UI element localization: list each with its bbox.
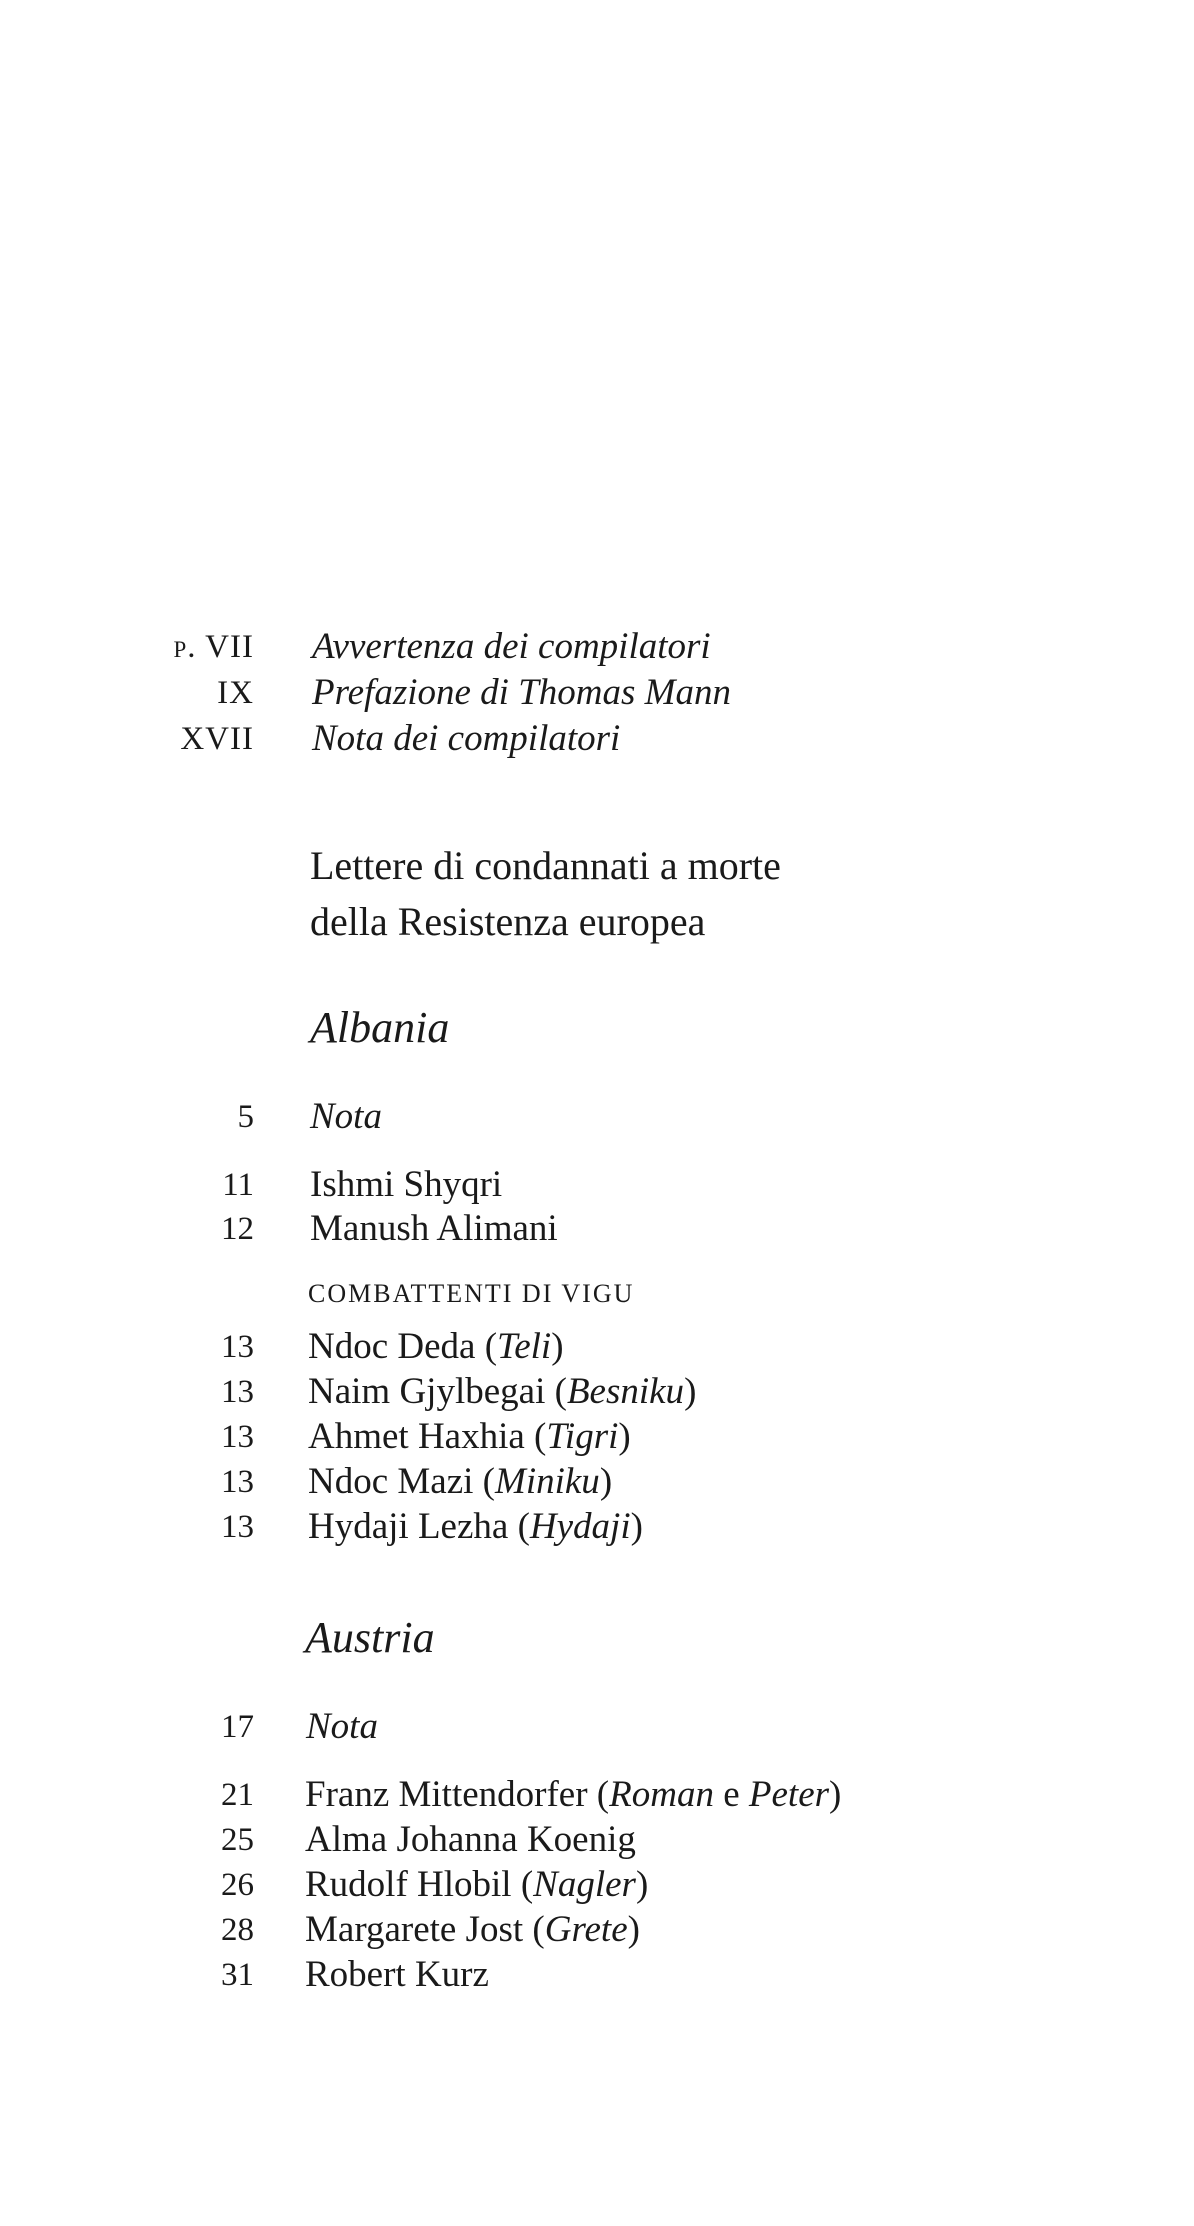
book-title-line2: della Resistenza europea xyxy=(310,899,706,944)
entry-text: Margarete Jost (Grete) xyxy=(305,1909,640,1950)
entry-alias: Nagler xyxy=(533,1864,636,1905)
entry-title: Avvertenza dei compilatori xyxy=(312,626,711,667)
entry-title: Prefazione di Thomas Mann xyxy=(312,672,731,713)
entry-alias: Roman xyxy=(609,1774,714,1815)
toc-entry[interactable] xyxy=(0,1860,1194,1910)
entry-alias: Teli xyxy=(497,1326,552,1367)
page-number: IX xyxy=(217,675,254,711)
section-heading-austria: Austria xyxy=(305,1613,435,1662)
entry-text: Ndoc Mazi (Miniku) xyxy=(308,1461,613,1502)
entry-alias-2: Peter xyxy=(748,1774,830,1815)
toc-entry[interactable] xyxy=(0,1950,1194,2000)
page-number: 13 xyxy=(221,1509,254,1545)
page-number: 13 xyxy=(221,1464,254,1500)
entry-name: Ndoc Mazi xyxy=(308,1461,474,1502)
toc-entry-prefazione[interactable] xyxy=(0,668,1194,718)
book-title-line1: Lettere di condannati a morte xyxy=(310,843,781,888)
toc-entry[interactable] xyxy=(0,1457,1194,1507)
toc-entry[interactable] xyxy=(0,1367,1194,1417)
page-number: 5 xyxy=(237,1099,254,1135)
entry-title: Nota xyxy=(310,1096,382,1137)
page-number: 26 xyxy=(221,1867,254,1903)
entry-name: Hydaji Lezha xyxy=(308,1506,509,1547)
entry-alias: Miniku xyxy=(495,1461,600,1502)
page-number: 12 xyxy=(221,1211,254,1247)
entry-name: Margarete Jost xyxy=(305,1909,524,1950)
toc-entry[interactable] xyxy=(0,1815,1194,1865)
section-heading-albania: Albania xyxy=(310,1003,450,1052)
entry-name: Ishmi Shyqri xyxy=(310,1164,503,1205)
page-number: 31 xyxy=(221,1957,254,1993)
entry-text: Ndoc Deda (Teli) xyxy=(308,1326,564,1367)
group-heading-combattenti: COMBATTENTI DI VIGU xyxy=(308,1279,635,1308)
entry-text: Ahmet Haxhia (Tigri) xyxy=(308,1416,631,1457)
entry-name: Ahmet Haxhia xyxy=(308,1416,525,1457)
entry-alias: Besniku xyxy=(566,1371,685,1412)
toc-entry[interactable] xyxy=(0,1160,1194,1210)
entry-conjunction: e xyxy=(723,1774,740,1815)
page-number: XVII xyxy=(180,721,254,757)
entry-alias: Grete xyxy=(544,1909,628,1950)
entry-name: Franz Mittendorfer xyxy=(305,1774,588,1815)
entry-name: Alma Johanna Koenig xyxy=(305,1819,636,1860)
page-number: 28 xyxy=(221,1912,254,1948)
entry-text: Hydaji Lezha (Hydaji) xyxy=(308,1506,643,1547)
page-number: p. VII xyxy=(173,629,254,665)
toc-entry-nota-compilatori[interactable] xyxy=(0,714,1194,764)
toc-entry[interactable] xyxy=(0,1204,1194,1254)
entry-title: Nota xyxy=(306,1706,378,1747)
entry-text: Franz Mittendorfer (Roman e Peter) xyxy=(305,1774,842,1815)
page-number: 13 xyxy=(221,1419,254,1455)
entry-name: Naim Gjylbegai xyxy=(308,1371,546,1412)
page-number: 11 xyxy=(222,1167,254,1203)
entry-text: Rudolf Hlobil (Nagler) xyxy=(305,1864,649,1905)
page-number: 25 xyxy=(221,1822,254,1858)
entry-text: Naim Gjylbegai (Besniku) xyxy=(308,1371,697,1412)
entry-name: Rudolf Hlobil xyxy=(305,1864,512,1905)
entry-title: Nota dei compilatori xyxy=(312,718,621,759)
toc-entry[interactable] xyxy=(0,1502,1194,1552)
entry-name: Manush Alimani xyxy=(310,1208,558,1249)
entry-alias: Tigri xyxy=(546,1416,619,1457)
page-number: 17 xyxy=(221,1709,254,1745)
toc-entry-austria-nota[interactable] xyxy=(0,1702,1194,1752)
toc-entry[interactable] xyxy=(0,1412,1194,1462)
toc-entry-albania-nota[interactable] xyxy=(0,1092,1194,1142)
page-number: 21 xyxy=(221,1777,254,1813)
page-number: 13 xyxy=(221,1374,254,1410)
entry-alias: Hydaji xyxy=(529,1506,631,1547)
page-number: 13 xyxy=(221,1329,254,1365)
toc-entry-avvertenza[interactable] xyxy=(0,622,1194,672)
toc-entry[interactable] xyxy=(0,1322,1194,1372)
entry-name: Ndoc Deda xyxy=(308,1326,476,1367)
toc-entry[interactable] xyxy=(0,1905,1194,1955)
toc-entry[interactable] xyxy=(0,1770,1194,1820)
entry-name: Robert Kurz xyxy=(305,1954,489,1995)
